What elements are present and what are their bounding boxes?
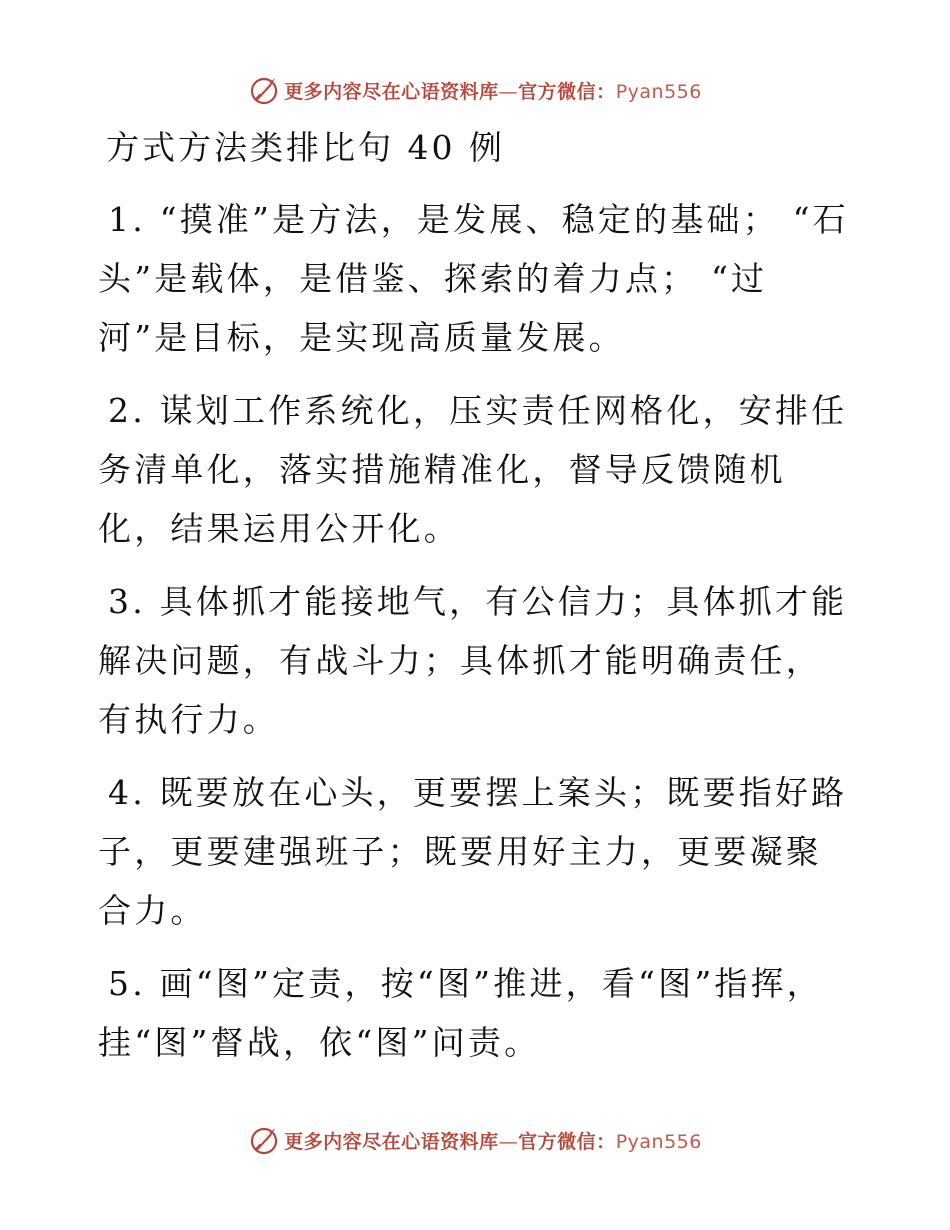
quill-pen-logo-icon — [248, 74, 280, 106]
quill-pen-logo-icon — [248, 1124, 280, 1156]
document-body — [98, 124, 858, 1086]
list-item: 2. 谋划工作系统化，压实责任网格化，安排任务清单化，落实措施精准化，督导反馈随机化，结果运用公开化。 — [98, 391, 848, 548]
list-item: 4. 既要放在心头，更要摆上案头；既要指好路子，更要建强班子；既要用好主力，更要凝聚合力。 — [98, 773, 848, 930]
list-item: 3. 具体抓才能接地气，有公信力；具体抓才能解决问题，有战斗力；具体抓才能明确责任，有执行力。 — [98, 582, 848, 739]
footer-watermark-banner — [0, 1120, 950, 1160]
list-item: 1. “摸准”是方法，是发展、稳定的基础； “石头”是载体，是借鉴、探索的着力点； “过河”是目标，是实现高质量发展。 — [98, 200, 849, 357]
list-item: 5. 画“图”定责，按“图”推进，看“图”指挥，挂“图”督战，依“图”问责。 — [98, 964, 823, 1062]
document-title: 方式方法类排比句 40 例 — [106, 128, 505, 167]
header-watermark-banner — [0, 70, 950, 110]
watermark-text: 更多内容尽在心语资料库—官方微信：Pyan556 — [284, 80, 702, 103]
watermark-text: 更多内容尽在心语资料库—官方微信：Pyan556 — [284, 1130, 702, 1153]
